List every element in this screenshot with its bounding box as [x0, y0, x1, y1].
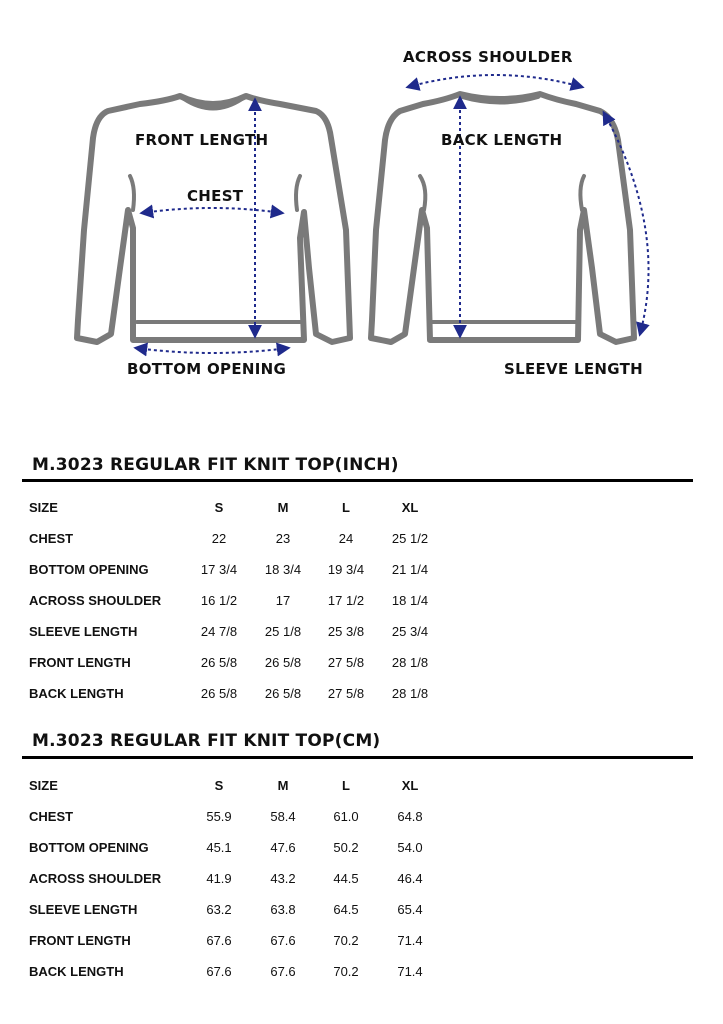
table-header-row	[0, 498, 723, 518]
table-row	[0, 591, 723, 611]
inch-title-rule	[22, 479, 693, 482]
table-row	[0, 653, 723, 673]
cell-s: 41.9	[206, 871, 232, 886]
header-size: SIZE	[29, 500, 58, 515]
cell-m: 17	[275, 593, 291, 608]
cell-xl: 28 1/8	[391, 655, 429, 670]
cell-xl: 21 1/4	[391, 562, 429, 577]
cell-m: 26 5/8	[264, 655, 302, 670]
cell-s: 24 7/8	[200, 624, 238, 639]
cell-xl: 64.8	[397, 809, 423, 824]
across-shoulder-label: ACROSS SHOULDER	[403, 48, 573, 66]
cell-m: 43.2	[270, 871, 296, 886]
cell-xl: 71.4	[397, 933, 423, 948]
cm-title-rule	[22, 756, 693, 759]
cell-s: 26 5/8	[200, 655, 238, 670]
cell-xl: 65.4	[397, 902, 423, 917]
cell-s: 17 3/4	[200, 562, 238, 577]
front-left-armhole	[130, 176, 134, 210]
cell-l: 24	[338, 531, 354, 546]
table-row	[0, 931, 723, 951]
across-shoulder-line	[408, 75, 582, 87]
cell-m: 18 3/4	[264, 562, 302, 577]
header-m: M	[277, 500, 289, 515]
cell-s: 22	[211, 531, 227, 546]
cm-table-title: M.3023 REGULAR FIT KNIT TOP(CM)	[32, 731, 381, 751]
front-length-label: FRONT LENGTH	[135, 131, 269, 149]
cell-s: 45.1	[206, 840, 232, 855]
cell-s: 16 1/2	[200, 593, 238, 608]
table-row	[0, 838, 723, 858]
table-row	[0, 560, 723, 580]
table-row	[0, 807, 723, 827]
cell-l: 25 3/8	[327, 624, 365, 639]
header-m: M	[277, 778, 289, 793]
front-right-armhole	[296, 176, 300, 210]
chest-label: CHEST	[187, 187, 244, 205]
row-label: ACROSS SHOULDER	[29, 871, 162, 886]
cell-xl: 25 3/4	[391, 624, 429, 639]
back-right-armhole	[580, 176, 584, 210]
cell-m: 67.6	[270, 933, 296, 948]
bottom-opening-label: BOTTOM OPENING	[127, 360, 287, 378]
table-header-row	[0, 776, 723, 796]
row-label: BOTTOM OPENING	[29, 562, 149, 577]
cell-l: 70.2	[333, 964, 359, 979]
cell-s: 26 5/8	[200, 686, 238, 701]
table-row	[0, 684, 723, 704]
cell-s: 67.6	[206, 933, 232, 948]
cell-s: 63.2	[206, 902, 232, 917]
row-label: CHEST	[29, 531, 74, 546]
row-label: BOTTOM OPENING	[29, 840, 149, 855]
cell-xl: 54.0	[397, 840, 423, 855]
row-label: BACK LENGTH	[29, 964, 124, 979]
cell-l: 50.2	[333, 840, 359, 855]
table-row	[0, 900, 723, 920]
cell-xl: 46.4	[397, 871, 423, 886]
cell-m: 58.4	[270, 809, 296, 824]
row-label: CHEST	[29, 809, 74, 824]
cell-l: 19 3/4	[327, 562, 365, 577]
cell-l: 44.5	[333, 871, 359, 886]
table-row	[0, 622, 723, 642]
cell-m: 23	[275, 531, 291, 546]
garment-measurement-diagram	[0, 0, 723, 400]
cell-xl: 71.4	[397, 964, 423, 979]
bottom-opening-line	[136, 348, 288, 353]
header-size: SIZE	[29, 778, 58, 793]
header-s: S	[214, 500, 224, 515]
chest-line	[142, 208, 282, 213]
header-l: L	[342, 778, 350, 793]
row-label: FRONT LENGTH	[29, 655, 131, 670]
cell-m: 67.6	[270, 964, 296, 979]
cell-s: 67.6	[206, 964, 232, 979]
row-label: BACK LENGTH	[29, 686, 124, 701]
sleeve-length-label: SLEEVE LENGTH	[504, 360, 644, 378]
back-left-armhole	[420, 176, 425, 210]
cell-m: 63.8	[270, 902, 296, 917]
inch-table-title: M.3023 REGULAR FIT KNIT TOP(INCH)	[32, 455, 399, 475]
cell-l: 27 5/8	[327, 686, 365, 701]
cell-s: 55.9	[206, 809, 232, 824]
cell-l: 27 5/8	[327, 655, 365, 670]
cell-l: 17 1/2	[327, 593, 365, 608]
table-row	[0, 529, 723, 549]
cell-l: 64.5	[333, 902, 359, 917]
cell-xl: 28 1/8	[391, 686, 429, 701]
table-row	[0, 869, 723, 889]
header-xl: XL	[401, 500, 419, 515]
back-length-label: BACK LENGTH	[441, 131, 563, 149]
cell-m: 47.6	[270, 840, 296, 855]
header-s: S	[214, 778, 224, 793]
cell-xl: 25 1/2	[391, 531, 429, 546]
table-row	[0, 962, 723, 982]
cell-l: 70.2	[333, 933, 359, 948]
row-label: FRONT LENGTH	[29, 933, 131, 948]
row-label: SLEEVE LENGTH	[29, 624, 138, 639]
cell-l: 61.0	[333, 809, 359, 824]
cell-xl: 18 1/4	[391, 593, 429, 608]
header-xl: XL	[401, 778, 419, 793]
row-label: SLEEVE LENGTH	[29, 902, 138, 917]
header-l: L	[342, 500, 350, 515]
cell-m: 26 5/8	[264, 686, 302, 701]
cell-m: 25 1/8	[264, 624, 302, 639]
row-label: ACROSS SHOULDER	[29, 593, 162, 608]
